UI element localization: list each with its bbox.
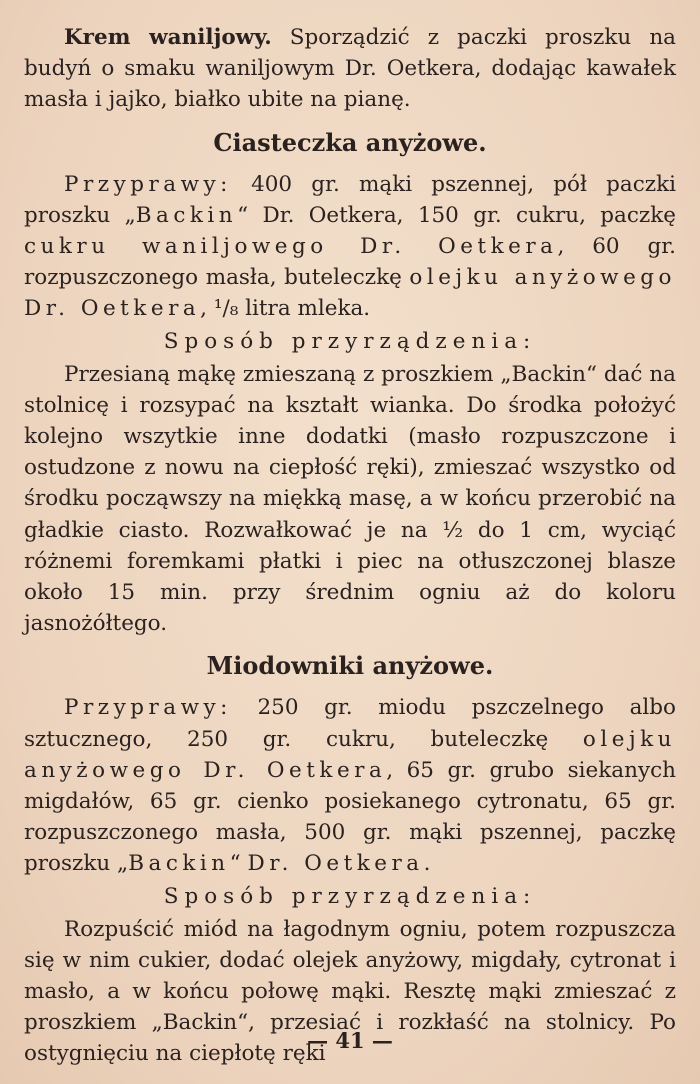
ciasteczka-ingredients	[24, 169, 676, 325]
ciasteczka-method: Przesianą mąkę zmieszaną z proszkiem „Backin“ dać na stolnicę i rozsypać na kształt wianka. Do środka położyć kolejno wszytkie inne dodatki (masło rozpuszczone i ostudzone z nowu na ciepłość ręki), zmieszać wszystko od środku począwszy na miękką masę, a w końcu przerobić na gładkie ciasto. Rozwałkować je na ½ do 1 cm, wyciąć różnemi foremkami płatki i piec na otłuszczonej blasze około 15 min. przy średnim ogniu aż do koloru jasnożółtego.	[24, 361, 676, 637]
miodowniki-oetker: Dr. Oetkera	[247, 851, 424, 877]
ciasteczka-olejku-anyzowego: olejku anyżowego Dr. Oetkera	[24, 265, 677, 322]
ciasteczka-ingredients-text-3: , 150 gr. cukru, paczkę	[396, 202, 676, 228]
krem-waniljowy-paragraph	[24, 22, 676, 116]
page-number: — 41 —	[307, 1028, 393, 1053]
miodowniki-olejku-anyzowego: olejku anyżowego Dr. Oetkera	[24, 726, 676, 783]
ciasteczka-oetker: Dr. Oetkera	[262, 202, 397, 228]
krem-waniljowy-text: Sporządzić z paczki proszku na budyń o smaku waniljowym Dr. Oetkera, dodając kawałek masła i jajko, białko ubite na pianę.	[24, 25, 676, 113]
miodowniki-method: Rozpuścić miód na łagodnym ogniu, potem rozpuszcza się w nim cukier, dodać olejek anyżowy, migdały, cytronat i masło, a w końcu połowę mąki. Resztę mąki zmieszać z proszkiem „Backin“, przesiać i rozkłaść na stolnicy. Po ostygnięciu na ciepłotę ręki	[24, 916, 676, 1067]
ciasteczka-cukru-waniljowego: cukru waniljowego Dr. Oetkera	[24, 234, 558, 260]
ciasteczka-ingredients-text-2: “	[237, 202, 263, 228]
ciasteczka-ingredients-label: Przyprawy:	[64, 171, 232, 197]
miodowniki-method-heading: Sposób przyrządzenia:	[163, 883, 537, 909]
miodowniki-ingredients-text-1: 250 gr. miodu pszczelnego albo sztucznego, 250 gr. cukru, buteleczkę	[24, 695, 676, 752]
miodowniki-ingredients-text-3: “	[229, 851, 248, 877]
ciasteczka-ingredients-text-4: , 60 gr. rozpuszczonego masła, buteleczkę	[24, 234, 677, 291]
ciasteczka-method-heading: Sposób przyrządzenia:	[163, 328, 537, 354]
ciasteczka-ingredients-text-1: 400 gr. mąki pszennej, pół paczki proszku „	[24, 171, 676, 228]
miodowniki-ingredients-label: Przyprawy:	[64, 695, 232, 721]
ciasteczka-ingredients-text-5: , ¹/₈ litra mleka.	[200, 296, 371, 322]
ciasteczka-backin: Backin	[135, 202, 238, 228]
miodowniki-backin: Backin	[128, 851, 230, 877]
miodowniki-ingredients	[24, 692, 676, 879]
miodowniki-heading: Miodowniki anyżowe.	[206, 651, 494, 681]
ciasteczka-heading: Ciasteczka anyżowe.	[213, 127, 487, 157]
miodowniki-ingredients-text-2: , 65 gr. grubo siekanych migdałów, 65 gr. cienko posiekanego cytronatu, 65 gr. rozpuszczonego masła, 500 gr. mąki pszennej, paczkę proszku „	[24, 757, 676, 877]
miodowniki-ingredients-text-4: .	[423, 851, 431, 877]
krem-waniljowy-title: Krem waniljowy.	[64, 25, 272, 50]
